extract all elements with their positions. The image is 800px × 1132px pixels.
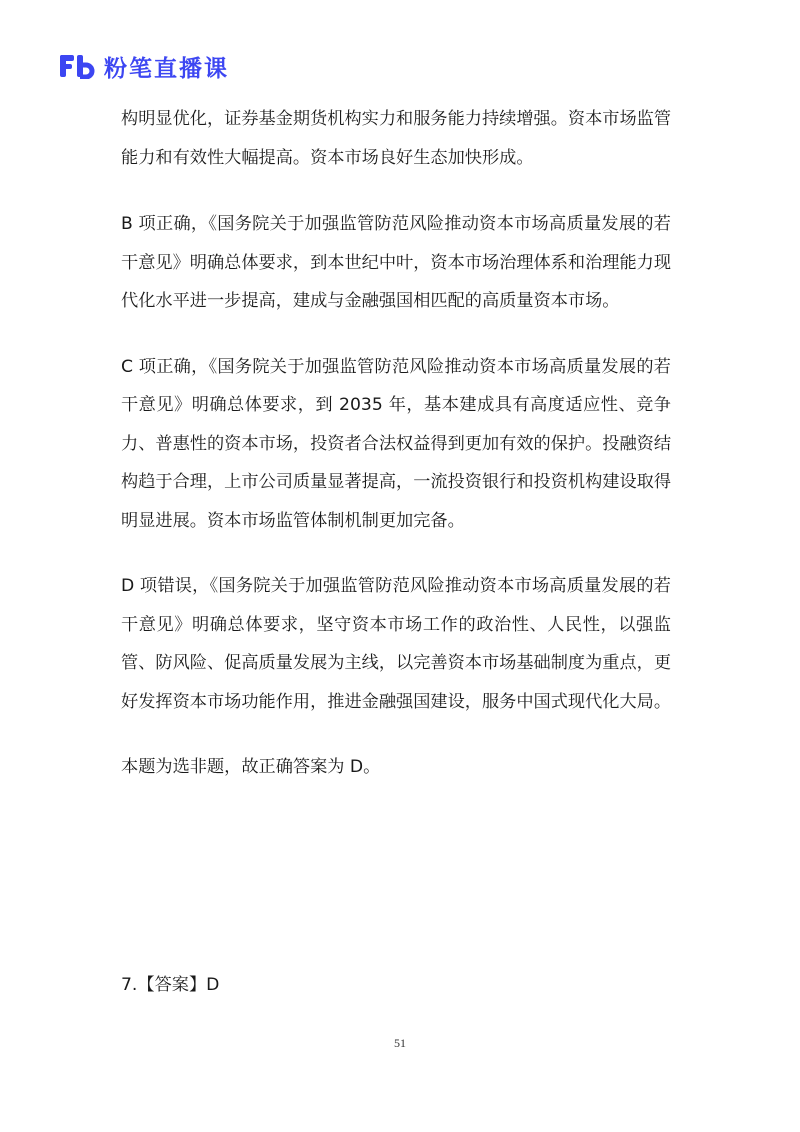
explanation-content [121, 100, 671, 787]
answer-conclusion: 本题为选非题，故正确答案为 D。 [121, 757, 381, 777]
option-b-explanation: B 项正确，《国务院关于加强监管防范风险推动资本市场高质量发展的若干意见》明确总体要求，到本世纪中叶，资本市场治理体系和治理能力现代化水平进一步提高，建成与金融强国相匹配的高质量资本市场。 [121, 214, 672, 311]
answer-heading: 7.【答案】D [121, 975, 220, 995]
lead-paragraph: 构明显优化，证券基金期货机构实力和服务能力持续增强。资本市场监管能力和有效性大幅提高。资本市场良好生态加快形成。 [121, 109, 672, 168]
brand [58, 50, 229, 82]
brand-name: 粉笔直播课 [104, 55, 229, 82]
option-d-explanation: D 项错误，《国务院关于加强监管防范风险推动资本市场高质量发展的若干意见》明确总体要求，坚守资本市场工作的政治性、人民性，以强监管、防风险、促高质量发展为主线，以完善资本市场基础制度为重点，更好发挥资本市场功能作用，推进金融强国建设，服务中国式现代化大局。 [121, 576, 672, 712]
page-number: 51 [394, 1036, 406, 1050]
option-c-explanation: C 项正确，《国务院关于加强监管防范风险推动资本市场高质量发展的若干意见》明确总体要求，到 2035 年，基本建成具有高度适应性、竞争力、普惠性的资本市场，投资者合法权益得到更加有效的保护。投融资结构趋于合理，上市公司质量显著提高，一流投资银行和投资机构建设取得明显进展。资本市场监管体制机制更加完备。 [121, 356, 672, 531]
fb-logo-icon [58, 53, 96, 79]
